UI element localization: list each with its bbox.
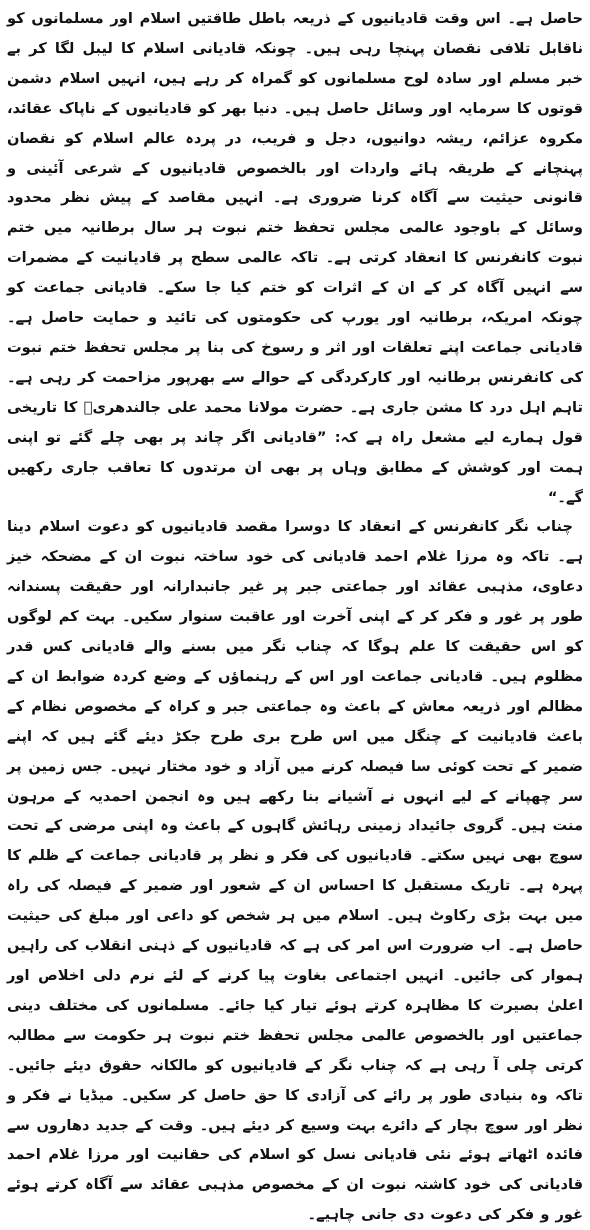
urdu-article-body xyxy=(7,4,583,1230)
article-paragraph-2: چناب نگر کانفرنس کے انعقاد کا دوسرا مقصد قادیانیوں کو دعوت اسلام دینا ہے۔ تاکہ وہ مرزا غلام احمد قادیانی کی خود ساختہ نبوت ان کے مضحکہ خیز دعاوی، مذہبی عقائد اور جماعتی جبر پر غیر جانبدارانہ اور حقیقت پسندانہ طور پر غور و فکر کر کے اپنی آخرت اور عاقبت سنوار سکیں۔ بہت کم لوگوں کو اس حقیقت کا علم ہوگا کہ چناب نگر میں بسنے والے قادیانی کس قدر مظلوم ہیں۔ قادیانی جماعت اور اس کے رہنماؤں کے وضع کردہ ضوابط ان کے مظالم اور ذریعہ معاش کے باعث وہ جماعتی جبر و کراہ کے مخصوص نظام کے باعث قادیانیت کے چنگل میں اس طرح بری طرح جکڑ دیئے گئے ہیں کہ اپنے ضمیر کے تحت کوئی سا فیصلہ کرنے میں آزاد و خود مختار نہیں۔ جس زمین پر سر چھپانے کے لیے انہوں نے آشیانے بنا رکھے ہیں وہ انجمن احمدیہ کے مرہون منت ہیں۔ گروی جائیداد زمینی رہائش گاہوں کے باعث وہ اپنی مرضی کے تحت سوچ بھی نہیں سکتے۔ قادیانیوں کی فکر و نظر پر قادیانی جماعت کے ظلم کا پہرہ ہے۔ تاریک مستقبل کا احساس ان کے شعور اور ضمیر کے فیصلہ کی راہ میں بہت بڑی رکاوٹ ہیں۔ اسلام میں ہر شخص کو داعی اور مبلغ کی حیثیت حاصل ہے۔ اب ضرورت اس امر کی ہے کہ قادیانیوں کے ذہنی انقلاب کی راہیں ہموار کی جائیں۔ انہیں اجتماعی بغاوت پیا کرنے کے لئے نرم دلی اخلاص اور اعلیٰ بصیرت کا مظاہرہ کرتے ہوئے تیار کیا جائے۔ مسلمانوں کی مختلف دینی جماعتیں اور بالخصوص عالمی مجلس تحفظ ختم نبوت ہر حکومت سے مطالبہ کرتی چلی آ رہی ہے کہ چناب نگر کے قادیانیوں کو مالکانہ حقوق دیئے جائیں۔ تاکہ وہ بنیادی طور پر رائے کی آزادی کا حق حاصل کر سکیں۔ میڈیا نے فکر و نظر اور سوچ بچار کے دائرے بہت وسیع کر دیئے ہیں۔ وقت کے جدید دھاروں سے فائدہ اٹھاتے ہوئے نئی قادیانی نسل کو اسلام کی حقانیت اور مرزا غلام احمد قادیانی کی خود کاشتہ نبوت ان کے مخصوص مذہبی عقائد سے آگاہ کرتے ہوئے غور و فکر کی دعوت دی جانی چاہیے۔ xyxy=(7,518,583,1224)
article-paragraph-1: حاصل ہے۔ اس وقت قادیانیوں کے ذریعہ باطل طاقتیں اسلام اور مسلمانوں کو ناقابل تلافی نقصان پہنچا رہی ہیں۔ چونکہ قادیانی اسلام کا لیبل لگا کر بے خبر مسلم اور سادہ لوح مسلمانوں کو گمراہ کر رہے ہیں، انہیں اسلام دشمن قوتوں کا سرمایہ اور وسائل حاصل ہیں۔ دنیا بھر کو قادیانیوں کے ناپاک عقائد، مکروہ عزائم، ریشہ دوانیوں، دجل و فریب، در پردہ عالم اسلام کو نقصان پہنچانے کے طریقہ ہائے واردات اور بالخصوص قادیانیوں کے شرعی آئینی و قانونی حیثیت سے آگاہ کرنا ضروری ہے۔ انہیں مقاصد کے پیش نظر محدود وسائل کے باوجود عالمی مجلس تحفظ ختم نبوت ہر سال برطانیہ میں ختم نبوت کانفرنس کا انعقاد کرتی ہے۔ تاکہ عالمی سطح پر قادیانیت کے مضمرات سے انہیں آگاہ کر کے ان کے اثرات کو ختم کیا جا سکے۔ قادیانی جماعت کو چونکہ امریکہ، برطانیہ اور یورپ کی حکومتوں کی تائید و حمایت حاصل ہے۔ قادیانی جماعت اپنے تعلقات اور اثر و رسوخ کی بنا پر مجلس تحفظ ختم نبوت کی کانفرنس برطانیہ اور کارکردگی کے حوالے سے بھرپور مزاحمت کر رہی ہے۔ تاہم اہل درد کا مشن جاری ہے۔ حضرت مولانا محمد علی جالندھریؒ کا تاریخی قول ہمارے لیے مشعل راہ ہے کہ: ”قادیانی اگر چاند پر بھی چلے گئے تو اپنی ہمت اور کوشش کے مطابق وہاں پر بھی ان مرتدوں کا تعاقب جاری رکھیں گے۔“ xyxy=(7,10,583,506)
